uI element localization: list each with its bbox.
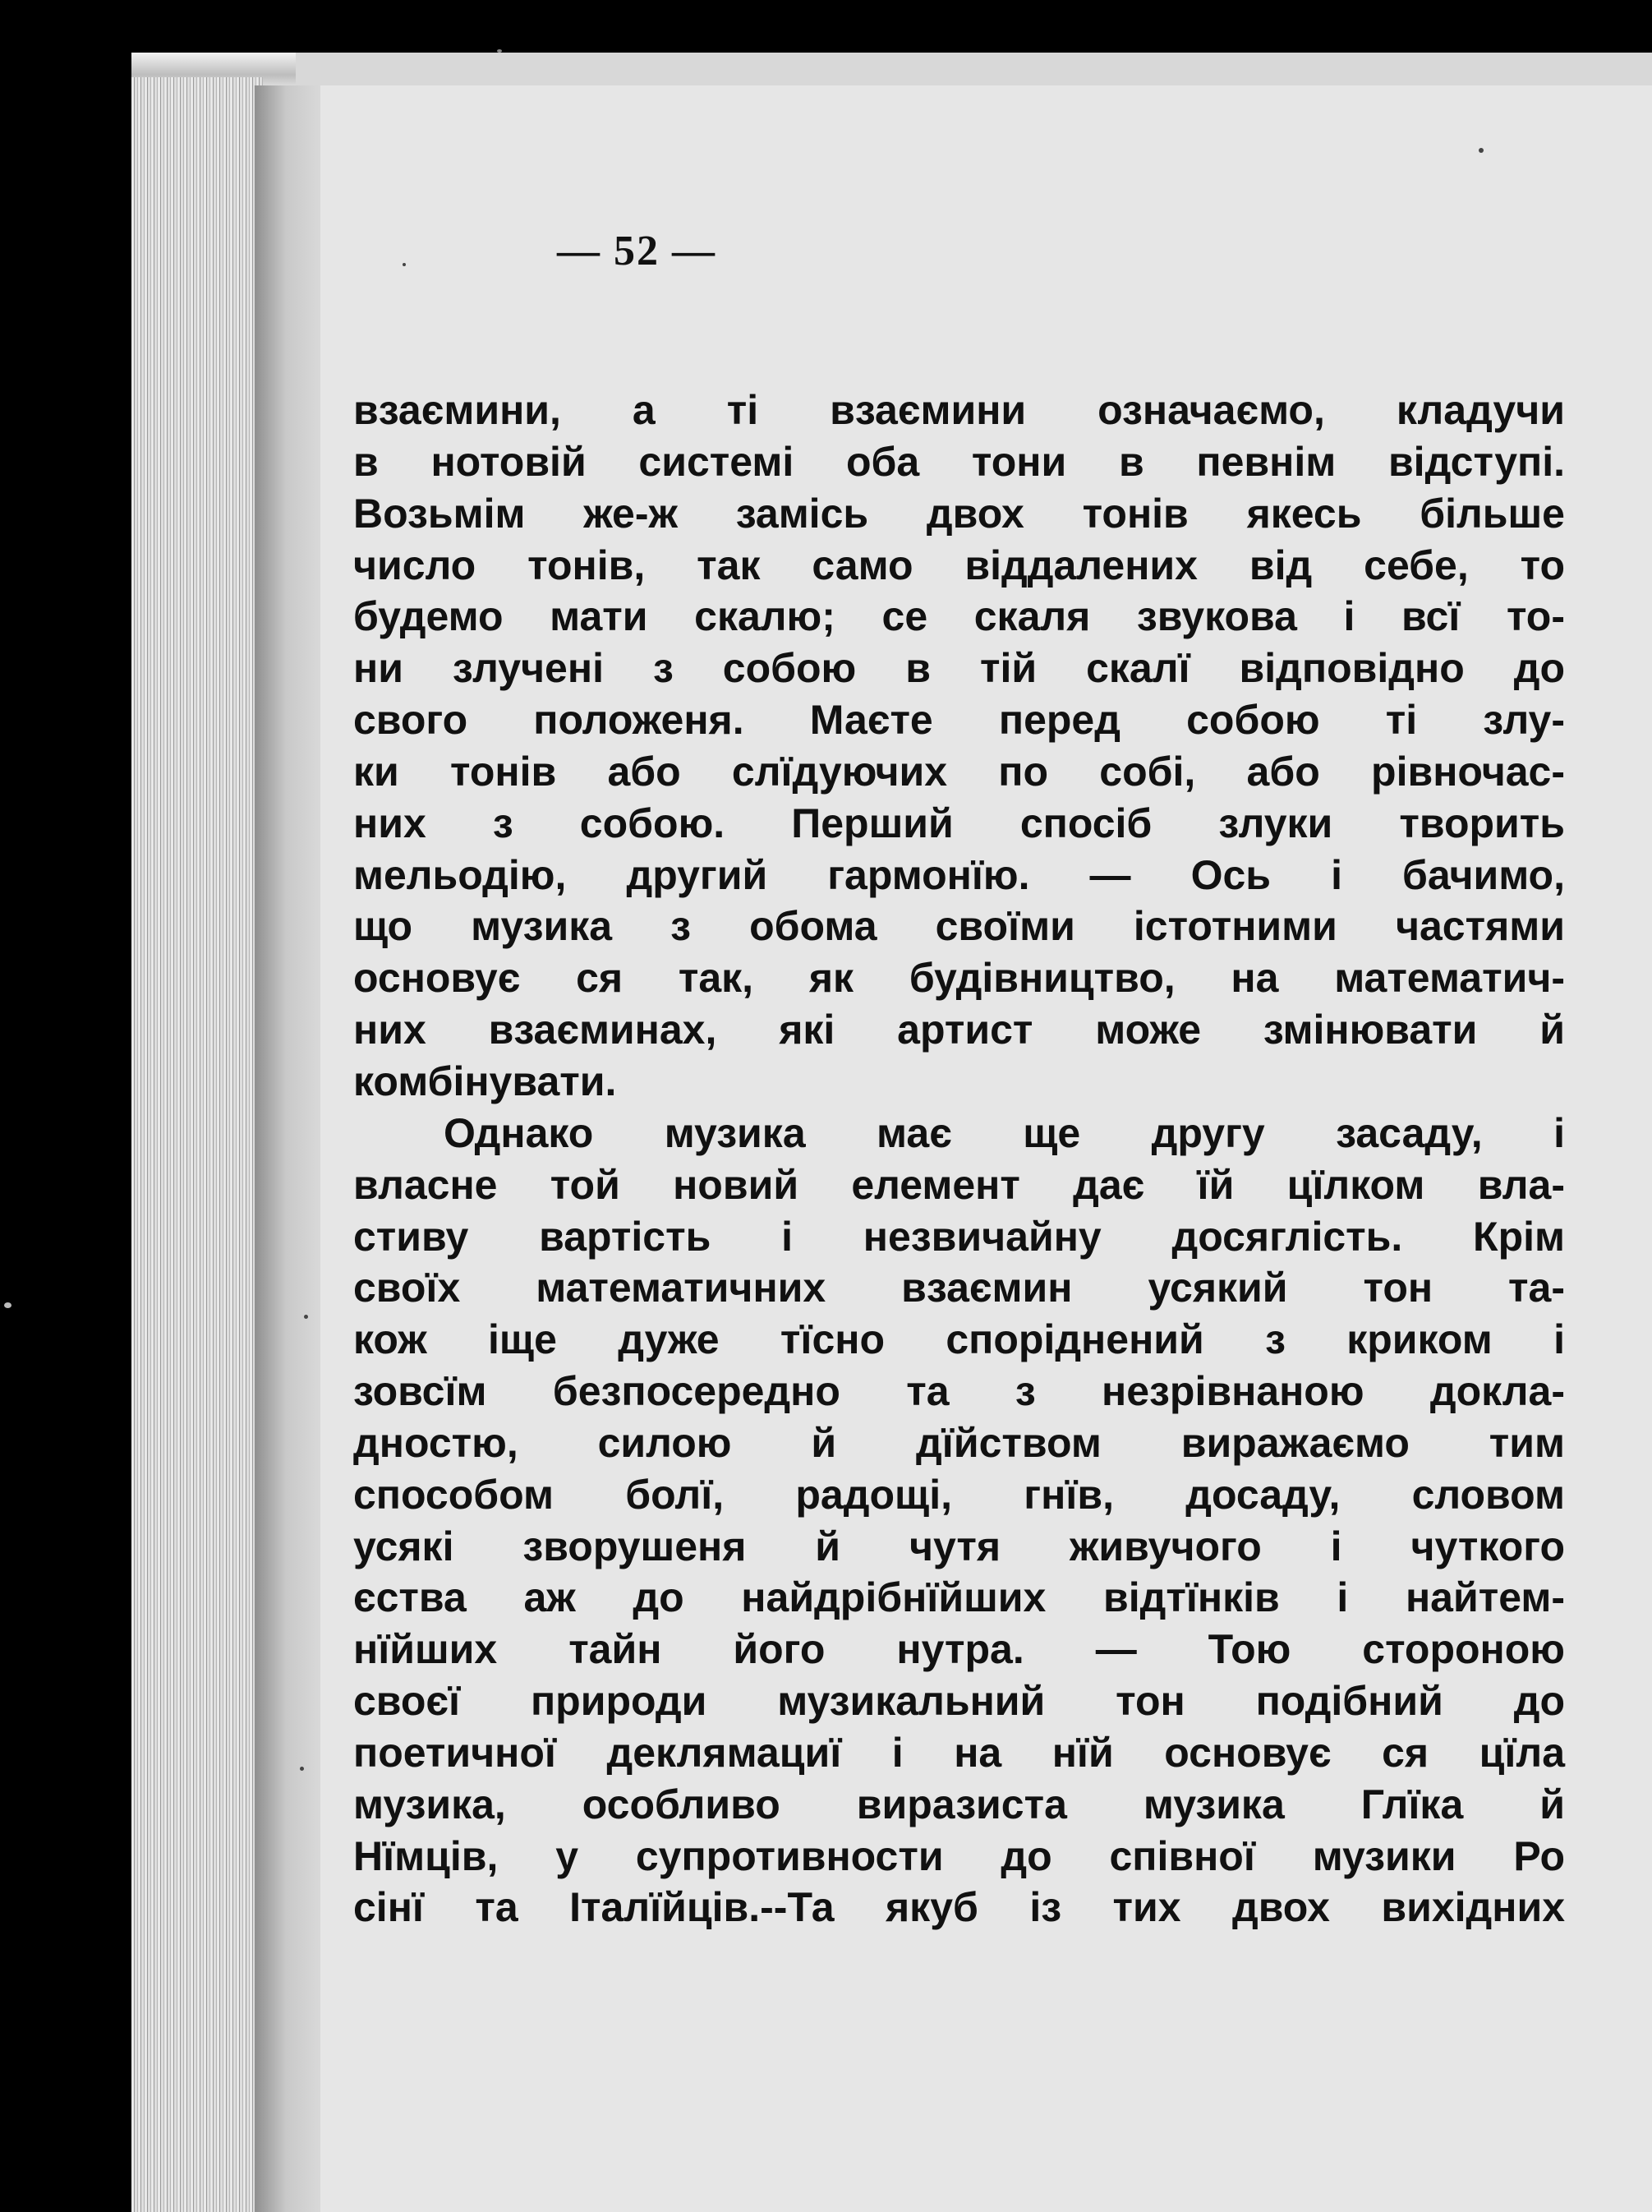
page-number: — 52 — (557, 228, 716, 274)
text-line: Возьмім же-ж замісь двох тонів якесь більше (353, 490, 1565, 537)
scan-speck (300, 1767, 304, 1771)
text-line: своєї природи музикальний тон подібний до (353, 1678, 1565, 1725)
text-line: сінї та Італїйців.--Та якуб із тих двох вихідних (353, 1884, 1565, 1931)
text-line: будемо мати скалю; се скаля звукова і всї то- (353, 593, 1565, 640)
text-line: взаємини, а ті взаємини означаємо, кладучи (353, 387, 1565, 433)
text-line: Однако музика має ще другу засаду, і (444, 1109, 1565, 1156)
text-line: власне той новий елемент дає їй цїлком вла- (353, 1161, 1565, 1208)
text-line: дностю, силою й дїйством виражаємо тим (353, 1419, 1565, 1466)
text-line: усякі зворушеня й чутя живучого і чуткого (353, 1523, 1565, 1569)
text-line: музика, особливо виразиста музика Глїка й (353, 1781, 1565, 1827)
text-line: них взаєминах, які артист може змінювати й (353, 1007, 1565, 1053)
scan-speck (4, 1302, 12, 1308)
text-line: що музика з обома своїми істотними частями (353, 903, 1565, 950)
paragraph-2 (353, 1108, 1565, 1934)
paragraph-1 (353, 385, 1565, 1108)
text-line: основує ся так, як будівництво, на математич- (353, 955, 1565, 1002)
scan-speck (497, 49, 502, 53)
text-line: поетичної деклямациї і на нїй основує ся цїла (353, 1729, 1565, 1776)
text-line: ки тонів або слїдуючих по собі, або рівночас- (353, 748, 1565, 795)
text-line: число тонів, так само віддалених від себе, то (353, 541, 1565, 588)
text-line: своїх математичних взаємин усякий тон та- (353, 1265, 1565, 1311)
text-line: свого положеня. Маєте перед собою ті злу- (353, 697, 1565, 744)
text-line: способом болї, радощі, гнїв, досаду, словом (353, 1471, 1565, 1518)
text-line: єства аж до найдрібнїйших відтїнків і найтем- (353, 1574, 1565, 1621)
scan-speck (1479, 148, 1484, 153)
text-line: в нотовій системі оба тони в певнім відступі. (353, 438, 1565, 485)
text-line: зовсїм безпосередно та з незрівнаною докла- (353, 1368, 1565, 1415)
text-line: нїйших тайн його нутра. — Тою стороною (353, 1626, 1565, 1673)
text-line: мельодію, другий гармонїю. — Ось і бачимо, (353, 851, 1565, 898)
scan-speck (304, 1315, 308, 1319)
text-line: комбінувати. (353, 1058, 617, 1104)
text-line: Нїмців, у супротивности до співної музики Ро (353, 1832, 1565, 1879)
text-line: ни злучені з собою в тій скалї відповідно до (353, 645, 1565, 692)
page-edges (131, 77, 263, 2212)
scan-speck (403, 263, 406, 266)
text-line: кож іще дуже тїсно споріднений з криком і (353, 1316, 1565, 1363)
page-text (353, 385, 1565, 1933)
text-line: них з собою. Перший спосіб злуки творить (353, 800, 1565, 846)
text-line: стиву вартість і незвичайну досяглість. Крім (353, 1213, 1565, 1260)
